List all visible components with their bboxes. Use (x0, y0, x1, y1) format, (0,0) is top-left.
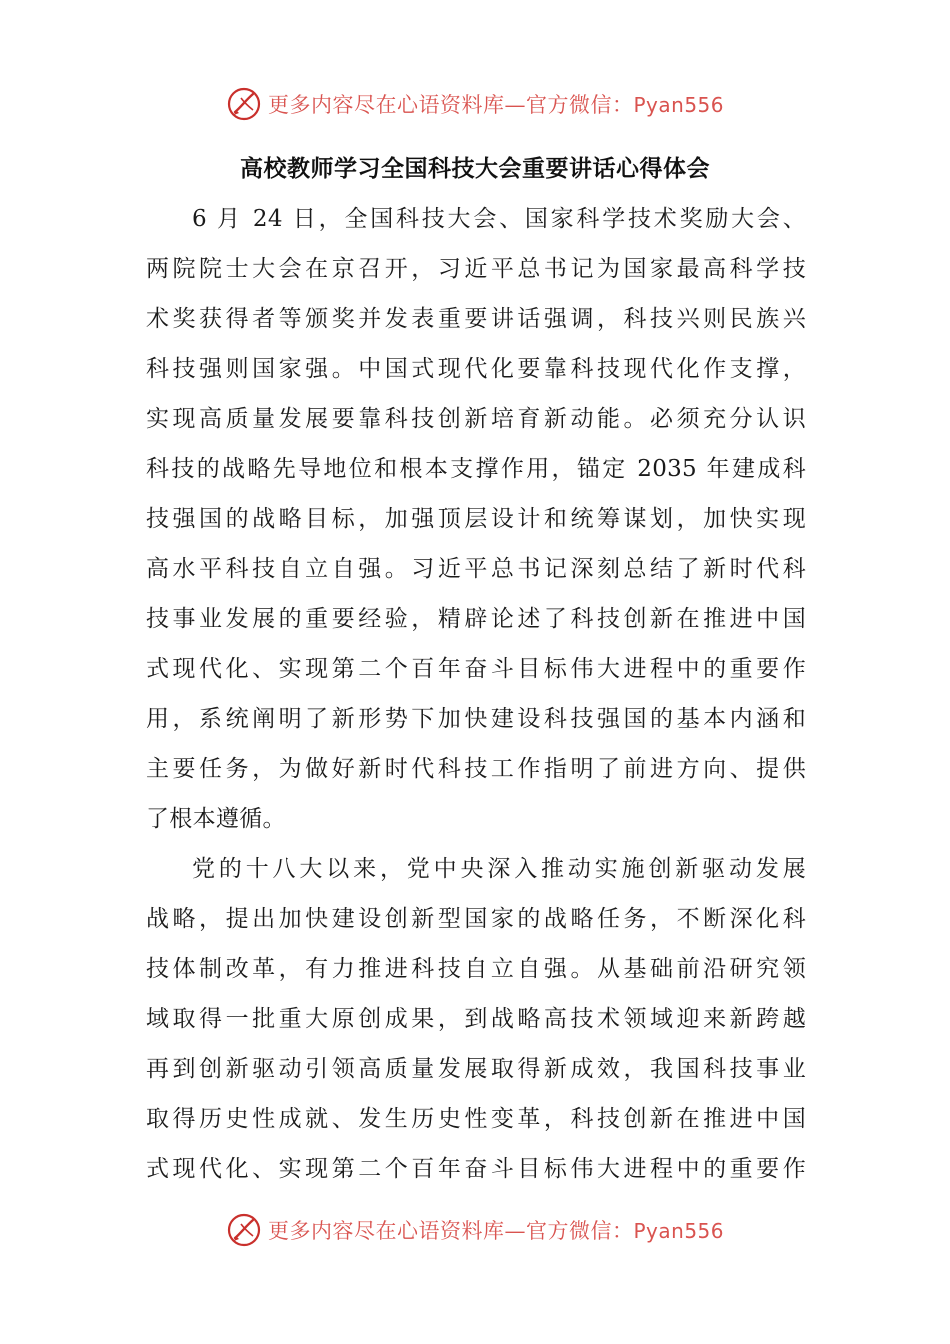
text-line: 战略，提出加快建设创新型国家的战略任务，不断深化科 (146, 906, 806, 932)
text-line: 了根本遵循。 (146, 806, 286, 832)
text-line: 域取得一批重大原创成果，到战略高技术领域迎来新跨越 (146, 1006, 806, 1032)
text-line: 党的十八大以来，党中央深入推动实施创新驱动发展 (192, 856, 806, 882)
text-line: 技强国的战略目标，加强顶层设计和统筹谋划，加快实现 (146, 506, 806, 532)
text-line: 主要任务，为做好新时代科技工作指明了前进方向、提供 (146, 756, 806, 782)
text-line: 技事业发展的重要经验，精辟论述了科技创新在推进中国 (146, 606, 806, 632)
pen-circle-logo-icon (226, 1212, 262, 1248)
footer-banner-text (268, 1215, 724, 1245)
footer-banner (0, 1208, 950, 1252)
text-line: 两院院士大会在京召开，习近平总书记为国家最高科学技 (146, 256, 806, 282)
header-banner-cn: 更多内容尽在心语资料库—官方微信： (267, 93, 634, 117)
footer-banner-latin: Pyan556 (633, 1219, 724, 1243)
footer-banner-cn: 更多内容尽在心语资料库—官方微信： (267, 1219, 634, 1243)
pen-circle-logo-icon (226, 86, 262, 122)
text-line: 高水平科技自立自强。习近平总书记深刻总结了新时代科 (146, 556, 806, 582)
text-line: 取得历史性成就、发生历史性变革，科技创新在推进中国 (146, 1106, 806, 1132)
text-line: 术奖获得者等颁奖并发表重要讲话强调，科技兴则民族兴 (146, 306, 806, 332)
text-line: 式现代化、实现第二个百年奋斗目标伟大进程中的重要作 (146, 1156, 806, 1182)
header-banner-latin: Pyan556 (633, 93, 724, 117)
text-line: 科技强则国家强。中国式现代化要靠科技现代化作支撑， (146, 356, 806, 382)
header-banner (0, 82, 950, 126)
document-body (146, 194, 806, 1194)
text-line: 技体制改革，有力推进科技自立自强。从基础前沿研究领 (146, 956, 806, 982)
text-line: 实现高质量发展要靠科技创新培育新动能。必须充分认识 (146, 406, 806, 432)
text-line: 科技的战略先导地位和根本支撑作用，锚定 2035 年建成科 (146, 456, 806, 482)
text-line: 6 月 24 日，全国科技大会、国家科学技术奖励大会、 (192, 206, 806, 232)
header-banner-text (268, 89, 724, 119)
document-title: 高校教师学习全国科技大会重要讲话心得体会 (240, 155, 710, 182)
text-line: 式现代化、实现第二个百年奋斗目标伟大进程中的重要作 (146, 656, 806, 682)
text-line: 用，系统阐明了新形势下加快建设科技强国的基本内涵和 (146, 706, 806, 732)
text-line: 再到创新驱动引领高质量发展取得新成效，我国科技事业 (146, 1056, 806, 1082)
paragraph-2 (146, 844, 806, 1194)
paragraph-1 (146, 194, 806, 844)
